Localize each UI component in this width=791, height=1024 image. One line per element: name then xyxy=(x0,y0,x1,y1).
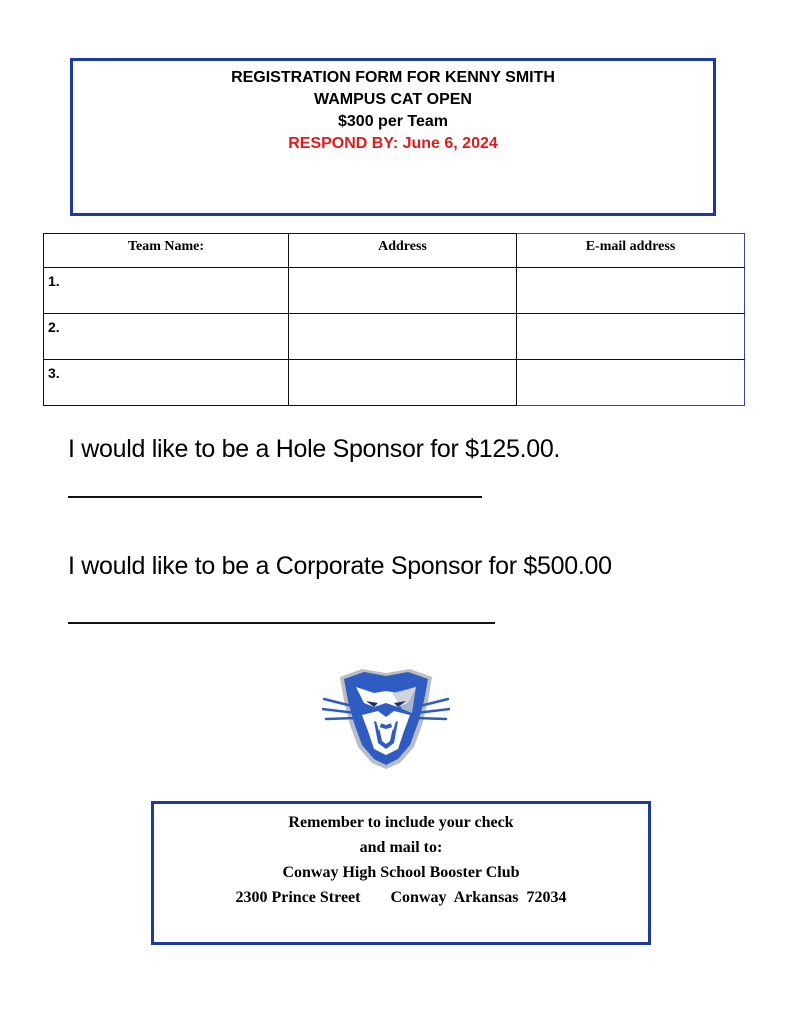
city-state-zip: Conway Arkansas 72034 xyxy=(390,889,567,906)
column-header-address: Address xyxy=(289,234,517,268)
column-header-team-name: Team Name: xyxy=(44,234,289,268)
hole-sponsor-text: I would like to be a Hole Sponsor for $125.00. xyxy=(68,435,561,463)
table-row xyxy=(44,268,745,314)
table-header-row xyxy=(44,234,745,268)
header-box xyxy=(70,58,716,216)
address-cell[interactable] xyxy=(289,314,517,360)
address-cell[interactable] xyxy=(289,360,517,406)
form-title: REGISTRATION FORM FOR KENNY SMITH xyxy=(231,69,555,86)
corporate-sponsor-signature-line[interactable] xyxy=(68,622,495,624)
email-cell[interactable] xyxy=(517,360,745,406)
mail-instruction-line-1: Remember to include your check xyxy=(288,814,514,831)
wampus-cat-mascot-icon xyxy=(322,663,450,771)
table-row xyxy=(44,360,745,406)
team-price: $300 per Team xyxy=(338,113,448,130)
registration-table xyxy=(43,233,745,406)
row-number: 1. xyxy=(48,273,60,289)
team-name-cell[interactable] xyxy=(44,268,289,314)
row-number: 2. xyxy=(48,319,60,335)
respond-by-date: RESPOND BY: June 6, 2024 xyxy=(288,135,498,152)
table-row xyxy=(44,314,745,360)
event-name: WAMPUS CAT OPEN xyxy=(314,91,472,108)
row-number: 3. xyxy=(48,365,60,381)
corporate-sponsor-text: I would like to be a Corporate Sponsor for $500.00 xyxy=(68,552,612,580)
organization-name: Conway High School Booster Club xyxy=(282,864,520,881)
column-header-email: E-mail address xyxy=(517,234,745,268)
email-cell[interactable] xyxy=(517,314,745,360)
mailing-address xyxy=(154,885,648,910)
email-cell[interactable] xyxy=(517,268,745,314)
mailing-instructions-box xyxy=(151,801,651,945)
team-name-cell[interactable] xyxy=(44,360,289,406)
address-cell[interactable] xyxy=(289,268,517,314)
team-name-cell[interactable] xyxy=(44,314,289,360)
street-address: 2300 Prince Street xyxy=(235,889,361,906)
hole-sponsor-signature-line[interactable] xyxy=(68,496,482,498)
mail-instruction-line-2: and mail to: xyxy=(359,839,443,856)
